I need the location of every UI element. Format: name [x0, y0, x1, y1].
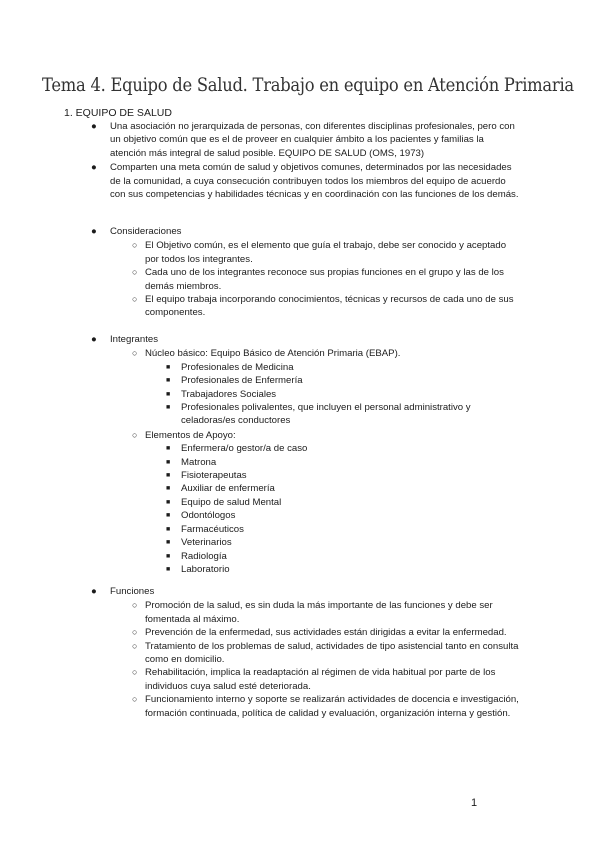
list-item: ■ Equipo de salud Mental: [166, 496, 282, 508]
list-item: ■ Trabajadores Sociales: [166, 388, 277, 400]
list-item: ○ El Objetivo común, es el elemento que guía el trabajo, debe ser conocido y aceptado por todos los integrantes.: [132, 240, 507, 265]
integrantes-label: Integrantes: [110, 334, 159, 345]
list-item: ■ Matrona: [166, 456, 217, 468]
list-item: ○ El equipo trabaja incorporando conocimientos, técnicas y recursos de cada uno de sus componentes.: [132, 294, 514, 319]
bullet-circle-icon: ○: [132, 640, 138, 651]
bullet-square-icon: ■: [166, 404, 171, 412]
apoyo-group: [110, 429, 521, 442]
page-number: 1: [471, 797, 478, 809]
nucleo-label: Núcleo básico: Equipo Básico de Atención Primaria (EBAP).: [145, 348, 401, 360]
bullet-circle-icon: ○: [132, 348, 138, 359]
list-item: ○ Promoción de la salud, es sin duda la más importante de las funciones y debe ser fomentada al máximo.: [132, 600, 493, 625]
funciones-list: [91, 585, 521, 720]
list-item: ■ Veterinarios: [166, 537, 232, 549]
section-heading: 1. EQUIPO DE SALUD: [64, 107, 172, 119]
bullet-circle-icon: ○: [132, 694, 138, 705]
list-item: ■ Odontólogos: [166, 510, 236, 522]
list-item: ■ Profesionales de Enfermería: [166, 375, 303, 387]
funciones-label: Funciones: [110, 586, 155, 597]
list-item: ○ Rehabilitación, implica la readaptación al régimen de vida habitual por parte de los individuos cuya salud esté deteriorada.: [132, 667, 496, 692]
list-item: ○ Tratamiento de los problemas de salud, actividades de tipo asistencial tanto en consulta como en domicilio.: [132, 640, 519, 666]
bullet-square-icon: ■: [166, 498, 171, 506]
list-item: ■ Enfermera/o gestor/a de caso: [166, 443, 308, 455]
bullet-circle-icon: ○: [132, 429, 138, 440]
intro-list: [91, 120, 521, 201]
list-item: ■ Auxiliar de enfermería: [166, 483, 275, 495]
bullet-square-icon: ■: [166, 377, 171, 385]
bullet-circle-icon: ○: [132, 267, 138, 278]
bullet-square-icon: ■: [166, 485, 171, 493]
bullet-circle-icon: ○: [132, 240, 138, 251]
integrantes-groups: [110, 347, 521, 360]
consideraciones-label: Consideraciones: [110, 226, 182, 237]
list-item: ○ Cada uno de los integrantes reconoce sus propias funciones en el grupo y las de los demás miembros.: [132, 267, 504, 292]
list-item: ■ Farmacéuticos: [166, 523, 244, 535]
integrantes-list: [91, 333, 521, 576]
consideraciones-items: [110, 239, 521, 319]
list-item: ■ Laboratorio: [166, 563, 230, 575]
bullet-circle-icon: ○: [132, 667, 138, 678]
bullet-square-icon: ■: [166, 565, 171, 573]
list-item: ■ Profesionales de Medicina: [166, 361, 294, 373]
bullet-square-icon: ■: [166, 472, 171, 480]
bullet-square-icon: ■: [166, 390, 171, 398]
bullet-disc-icon: ●: [91, 334, 97, 345]
nucleo-items: [110, 361, 521, 428]
bullet-square-icon: ■: [166, 458, 171, 466]
bullet-square-icon: ■: [166, 539, 171, 547]
bullet-square-icon: ■: [166, 363, 171, 371]
bullet-circle-icon: ○: [132, 627, 138, 638]
bullet-disc-icon: ●: [91, 226, 97, 237]
funciones-items: [110, 599, 521, 720]
bullet-disc-icon: ●: [91, 121, 97, 132]
page-title: Tema 4. Equipo de Salud. Trabajo en equipo en Atención Primaria: [42, 74, 574, 96]
bullet-square-icon: ■: [166, 512, 171, 520]
list-item: ■ Fisioterapeutas: [166, 470, 247, 482]
bullet-circle-icon: ○: [132, 600, 138, 611]
list-item: ● Comparten una meta común de salud y objetivos comunes, determinados por las necesidades de la comunidad, a cuya consecución contribuyen todos los miembros del equipo de acuerdo con sus competencias y habilidades técnicas y en coordinación con las funciones de los demás.: [91, 162, 519, 201]
list-item: [91, 225, 521, 320]
list-item: [110, 429, 521, 442]
bullet-square-icon: ■: [166, 525, 171, 533]
list-item: ● Una asociación no jerarquizada de personas, con diferentes disciplinas profesionales, pero con un objetivo común que es el de proveer en cualquier ámbito a los pacientes y familias la atención más integral de salud posible. EQUIPO DE SALUD (OMS, 1973): [91, 121, 515, 159]
bullet-disc-icon: ●: [91, 586, 97, 597]
bullet-square-icon: ■: [166, 552, 171, 560]
apoyo-items: [110, 442, 521, 576]
list-item: [91, 585, 521, 720]
bullet-disc-icon: ●: [91, 162, 97, 174]
list-item: ○ Funcionamiento interno y soporte se realizarán actividades de docencia e investigación, formación continuada, política de calidad y evaluación, organización interna y gestión.: [132, 694, 519, 719]
consideraciones-list: [91, 225, 521, 320]
bullet-circle-icon: ○: [132, 294, 138, 305]
apoyo-label: Elementos de Apoyo:: [145, 429, 236, 441]
bullet-square-icon: ■: [166, 445, 171, 453]
list-item: ■ Radiología: [166, 550, 227, 562]
list-item: [91, 333, 521, 576]
list-item: ■ Profesionales polivalentes, que incluyen el personal administrativo y celadoras/es conductores: [166, 402, 471, 427]
list-item: [110, 347, 521, 360]
list-item: ○ Prevención de la enfermedad, sus actividades están dirigidas a evitar la enfermedad.: [132, 627, 507, 639]
